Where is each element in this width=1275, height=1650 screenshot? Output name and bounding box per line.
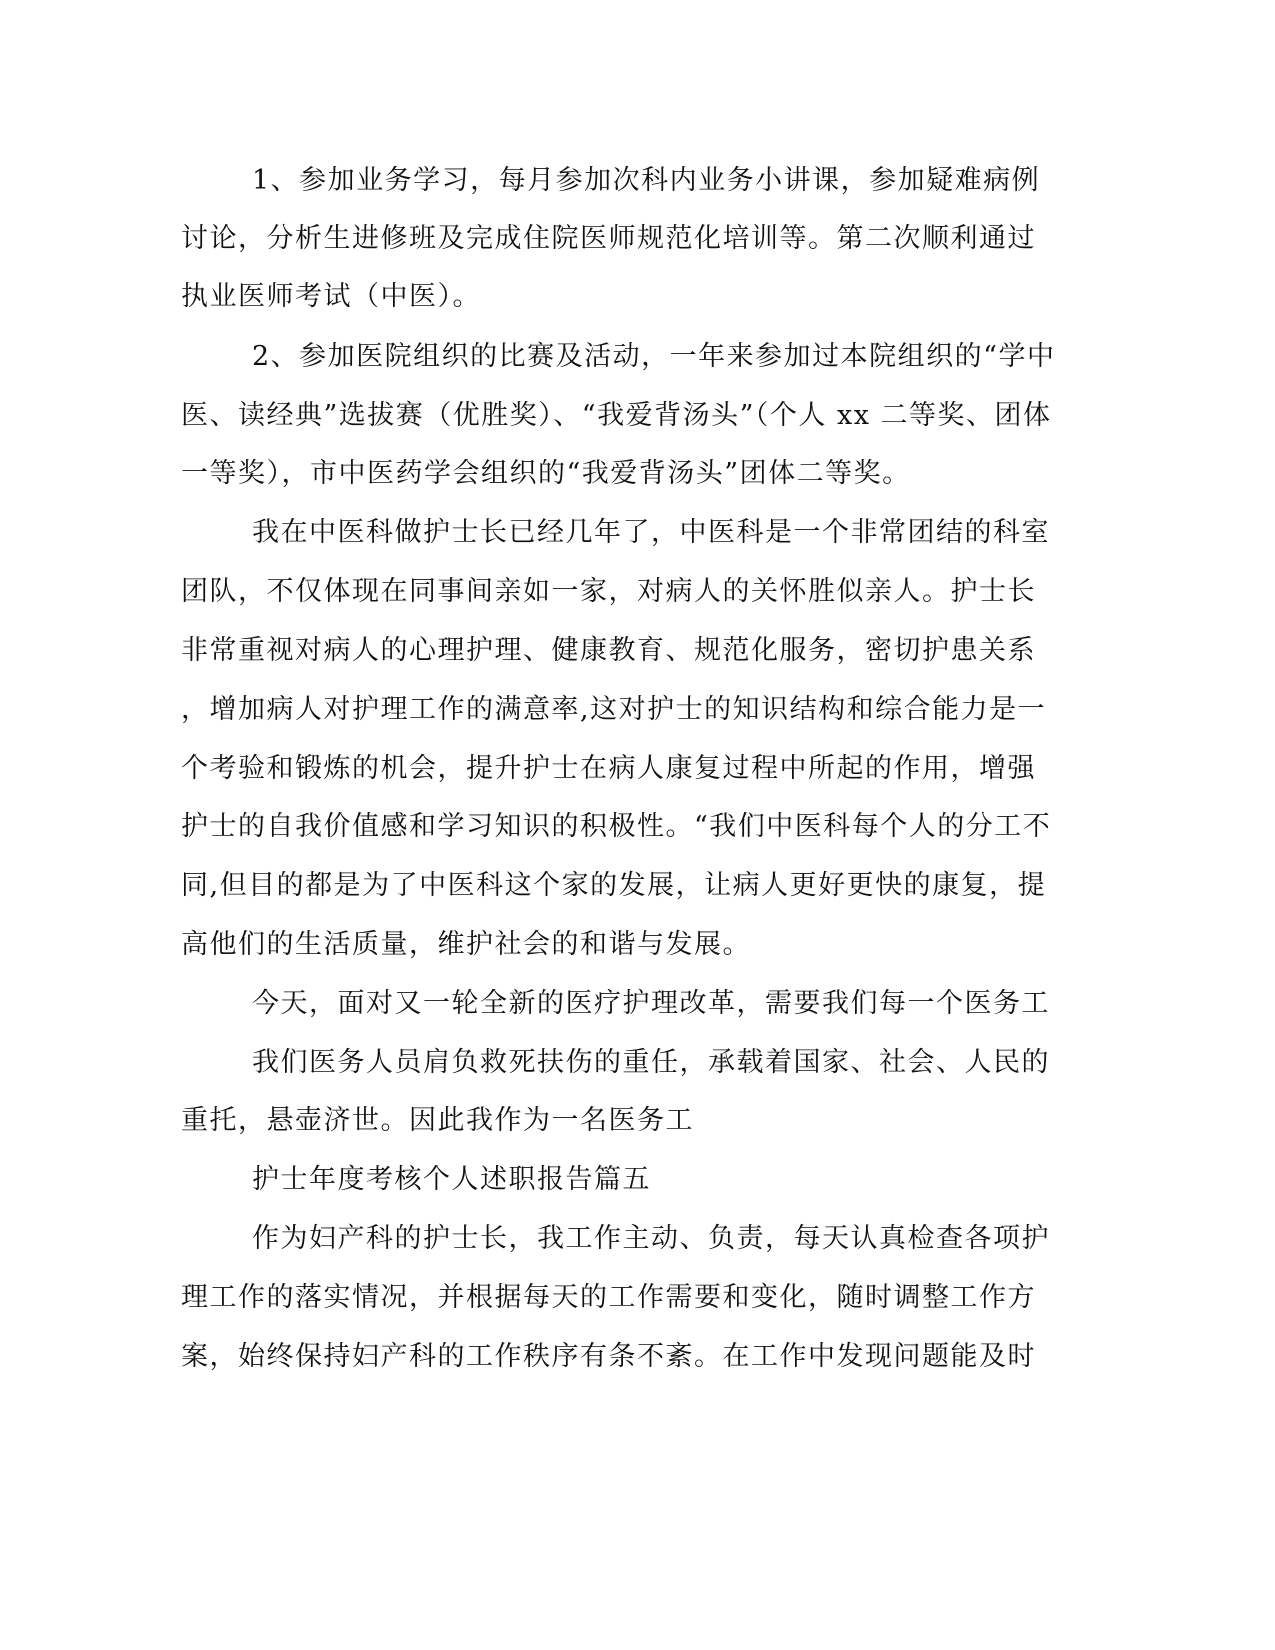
text-line: 案，始终保持妇产科的工作秩序有条不紊。在工作中发现问题能及时 (181, 1341, 1036, 1372)
section-heading: 护士年度考核个人述职报告篇五 (252, 1164, 651, 1195)
text-line: 讨论，分析生进修班及完成住院医师规范化培训等。第二次顺利通过 (181, 223, 1036, 254)
text-line: 高他们的生活质量，维护社会的和谐与发展。 (181, 929, 751, 960)
text-line: 2、参加医院组织的比赛及活动，一年来参加过本院组织的“学中 (252, 341, 1056, 372)
text-line: 团队，不仅体现在同事间亲如一家，对病人的关怀胜似亲人。护士长 (181, 576, 1036, 607)
text-line: 执业医师考试（中医）。 (181, 281, 481, 312)
text-line: 重托，悬壶济世。因此我作为一名医务工 (181, 1105, 694, 1136)
text-line: 一等奖），市中医药学会组织的“我爱背汤头”团体二等奖。 (181, 458, 911, 489)
text-line: 1、参加业务学习，每月参加次科内业务小讲课，参加疑难病例 (252, 165, 1041, 196)
text-line: 我们医务人员肩负救死扶伤的重任，承载着国家、社会、人民的 (252, 1047, 1050, 1078)
text-line: 作为妇产科的护士长，我工作主动、负责，每天认真检查各项护 (252, 1223, 1050, 1254)
text-line: 医、读经典”选拔赛（优胜奖）、“我爱背汤头”（个人 xx 二等奖、团体 (181, 400, 1052, 431)
text-line: 非常重视对病人的心理护理、健康教育、规范化服务，密切护患关系 (181, 635, 1036, 666)
text-line: 今天，面对又一轮全新的医疗护理改革，需要我们每一个医务工 (252, 988, 1050, 1019)
text-line: 我在中医科做护士长已经几年了，中医科是一个非常团结的科室 (252, 517, 1050, 548)
text-line: 理工作的落实情况，并根据每天的工作需要和变化，随时调整工作方 (181, 1282, 1036, 1313)
text-line: 同,但目的都是为了中医科这个家的发展，让病人更好更快的康复，提 (181, 870, 1047, 901)
text-line: 护士的自我价值感和学习知识的积极性。“我们中医科每个人的分工不 (181, 811, 1052, 842)
text-line: ，增加病人对护理工作的满意率,这对护士的知识结构和综合能力是一 (181, 694, 1047, 725)
text-line: 个考验和锻炼的机会，提升护士在病人康复过程中所起的作用，增强 (181, 753, 1036, 784)
